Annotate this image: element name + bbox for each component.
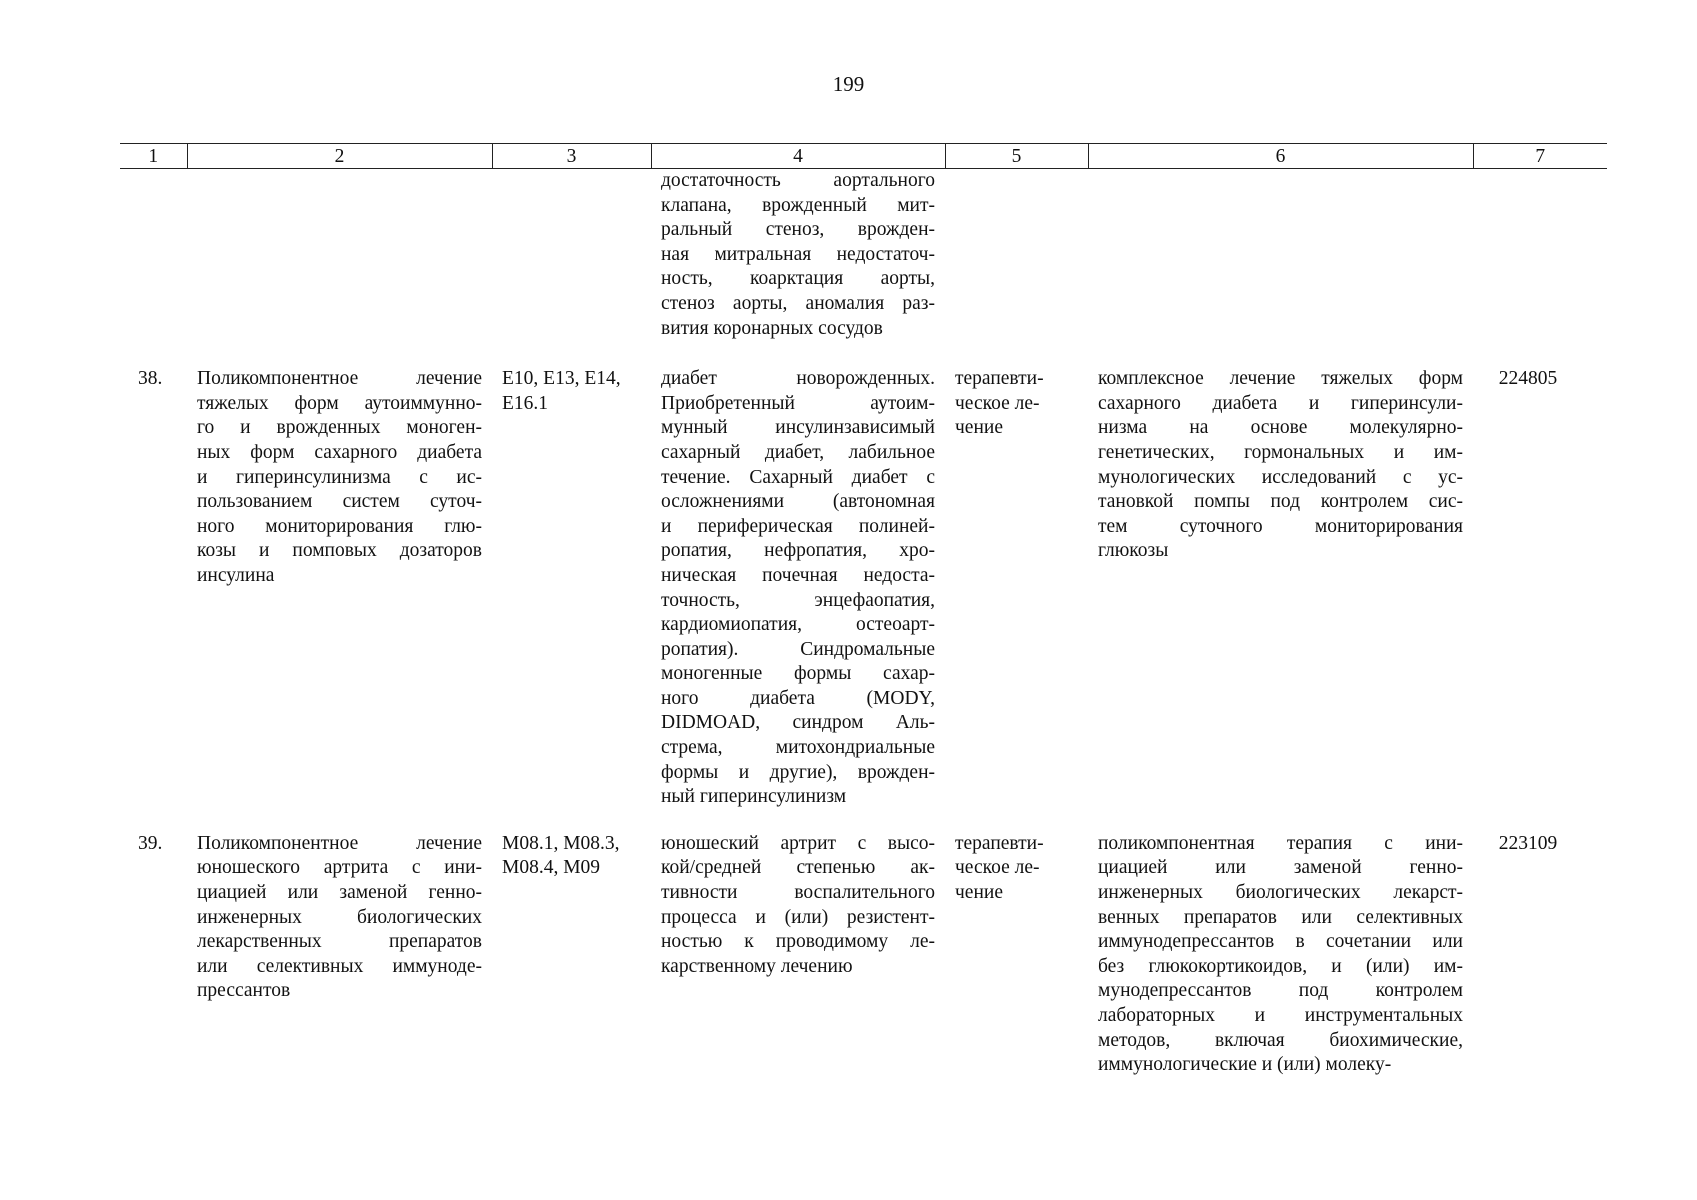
table-body: [120, 169, 1607, 1100]
page-number: 199: [832, 72, 865, 96]
text-line: методов, включая биохимические,: [1098, 1029, 1463, 1051]
text-line: моногенные формы сахар-: [661, 663, 935, 685]
table-row: [120, 832, 1607, 1100]
treatment-method-cell: [1088, 169, 1473, 368]
standard-cost-cell: 223109: [1498, 832, 1558, 854]
text-line: инженерных биологических: [197, 906, 482, 928]
text-line: без глюкокортикоидов, и (или) им-: [1098, 955, 1463, 977]
text-line: лабораторных и инструментальных: [1098, 1005, 1463, 1026]
text-line: Приобретенный аутоим-: [661, 392, 935, 414]
text-line: тивности воспалительного: [661, 882, 935, 904]
text-line: клапана, врожденный мит-: [661, 194, 935, 216]
text-line: инсулина: [197, 564, 275, 586]
text-line: сахарного диабета и гиперинсули-: [1098, 392, 1463, 414]
row-number-cell: [120, 169, 187, 368]
text-line: стрема, митохондриальные: [661, 737, 935, 759]
text-line: юношеский артрит с высо-: [661, 832, 935, 854]
text-line: тановкой помпы под контролем сис-: [1098, 491, 1463, 513]
text-line: го и врожденных моноген-: [197, 417, 482, 439]
text-line: козы и помповых дозаторов: [197, 540, 482, 562]
text-line: кой/средней степенью ак-: [661, 857, 935, 879]
text-line: тяжелых форм аутоиммунно-: [197, 392, 482, 414]
text-line: кардиомиопатия, остеоарт-: [661, 614, 935, 636]
table-row: [120, 367, 1607, 832]
text-line: глюкозы: [1098, 540, 1169, 562]
text-line: циацией или заменой генно-: [1098, 857, 1463, 879]
text-line: и гиперинсулинизма с ис-: [197, 466, 482, 488]
care-type-name-cell: [187, 169, 492, 368]
text-line: терапевти-: [955, 832, 1044, 854]
text-line: мунодепрессантов под контролем: [1098, 980, 1463, 1002]
treatment-method-cell: [1088, 367, 1473, 832]
treatment-method-cell: [1088, 832, 1473, 1100]
text-line: циацией или заменой генно-: [197, 882, 482, 904]
medical-care-table: [120, 143, 1607, 1100]
text-line: терапевти-: [955, 368, 1044, 390]
row-number-cell: 38.: [138, 368, 163, 390]
text-line: ная митральная недостаточ-: [661, 243, 935, 265]
text-line: лекарственных препаратов: [197, 931, 482, 953]
text-line: сахарный диабет, лабильное: [661, 441, 935, 463]
text-line: мунный инсулинзависимый: [661, 417, 935, 439]
text-line: ральный стеноз, врожден-: [661, 219, 935, 241]
text-line: достаточность аортального: [661, 170, 935, 191]
treatment-type-cell: [945, 832, 1088, 1100]
icd-codes-cell: M08.1, M08.3, M08.4, M09: [502, 832, 620, 879]
text-line: ропатия). Синдромальные: [661, 638, 935, 660]
text-line: DIDMOAD, синдром Аль-: [661, 712, 935, 734]
treatment-type-cell: [945, 367, 1088, 832]
text-line: инженерных биологических лекарст-: [1098, 882, 1463, 904]
text-line: ный гиперинсулинизм: [661, 786, 847, 808]
text-line: ческое ле-: [955, 392, 1040, 414]
icd-codes-cell: [492, 169, 651, 368]
text-line: пользованием систем суточ-: [197, 491, 482, 513]
text-line: течение. Сахарный диабет с: [661, 466, 935, 488]
text-line: иммунодепрессантов в сочетании или: [1098, 931, 1463, 953]
column-header-3: 3: [492, 144, 651, 169]
text-line: ническая почечная недоста-: [661, 564, 935, 586]
table-header: [120, 144, 1607, 169]
column-header-2: 2: [187, 144, 492, 169]
text-line: процесса и (или) резистент-: [661, 906, 935, 928]
column-header-7: 7: [1473, 144, 1607, 169]
column-header-4: 4: [651, 144, 945, 169]
text-line: ностью к проводимому ле-: [661, 931, 935, 953]
treatment-type-cell: [945, 169, 1088, 368]
text-line: низма на основе молекулярно-: [1098, 417, 1463, 439]
patient-model-cell: [651, 367, 945, 832]
text-line: поликомпонентная терапия с ини-: [1098, 832, 1463, 854]
text-line: ного мониторирования глю-: [197, 515, 482, 537]
table-row: [120, 169, 1607, 368]
text-line: мунологических исследований с ус-: [1098, 466, 1463, 488]
patient-model-cell: [651, 169, 945, 368]
patient-model-cell: [651, 832, 945, 1100]
standard-cost-cell: 224805: [1498, 368, 1558, 390]
text-line: ного диабета (MODY,: [661, 687, 935, 709]
text-line: осложнениями (автономная: [661, 491, 935, 513]
text-line: стеноз аорты, аномалия раз-: [661, 292, 935, 314]
text-line: тем суточного мониторирования: [1098, 515, 1463, 537]
column-header-1: 1: [120, 144, 187, 169]
text-line: и периферическая полиней-: [661, 515, 935, 537]
care-type-name-cell: [187, 367, 492, 832]
text-line: формы и другие), врожден-: [661, 761, 935, 783]
icd-codes-cell: E10, E13, E14, E16.1: [502, 368, 621, 414]
text-line: диабет новорожденных.: [661, 368, 935, 390]
text-line: венных препаратов или селективных: [1098, 906, 1463, 928]
text-line: Поликомпонентное лечение: [197, 832, 482, 854]
table: [120, 143, 1607, 1100]
text-line: карственному лечению: [661, 955, 853, 977]
text-line: чение: [955, 882, 1003, 904]
text-line: чение: [955, 417, 1003, 439]
text-line: комплексное лечение тяжелых форм: [1098, 368, 1463, 390]
text-line: прессантов: [197, 980, 291, 1002]
text-line: ность, коарктация аорты,: [661, 268, 935, 290]
text-line: вития коронарных сосудов: [661, 317, 883, 339]
text-line: ных форм сахарного диабета: [197, 441, 482, 463]
standard-cost-cell: [1473, 169, 1607, 368]
column-header-5: 5: [945, 144, 1088, 169]
text-line: иммунологические и (или) молеку-: [1098, 1054, 1392, 1076]
text-line: Поликомпонентное лечение: [197, 368, 482, 390]
text-line: юношеского артрита с ини-: [197, 857, 482, 879]
text-line: ропатия, нефропатия, хро-: [661, 540, 935, 562]
text-line: ческое ле-: [955, 857, 1040, 879]
text-line: генетических, гормональных и им-: [1098, 441, 1463, 463]
text-line: точность, энцефаопатия,: [661, 589, 935, 611]
column-header-6: 6: [1088, 144, 1473, 169]
text-line: или селективных иммуноде-: [197, 955, 482, 977]
row-number-cell: 39.: [138, 832, 163, 854]
care-type-name-cell: [187, 832, 492, 1100]
